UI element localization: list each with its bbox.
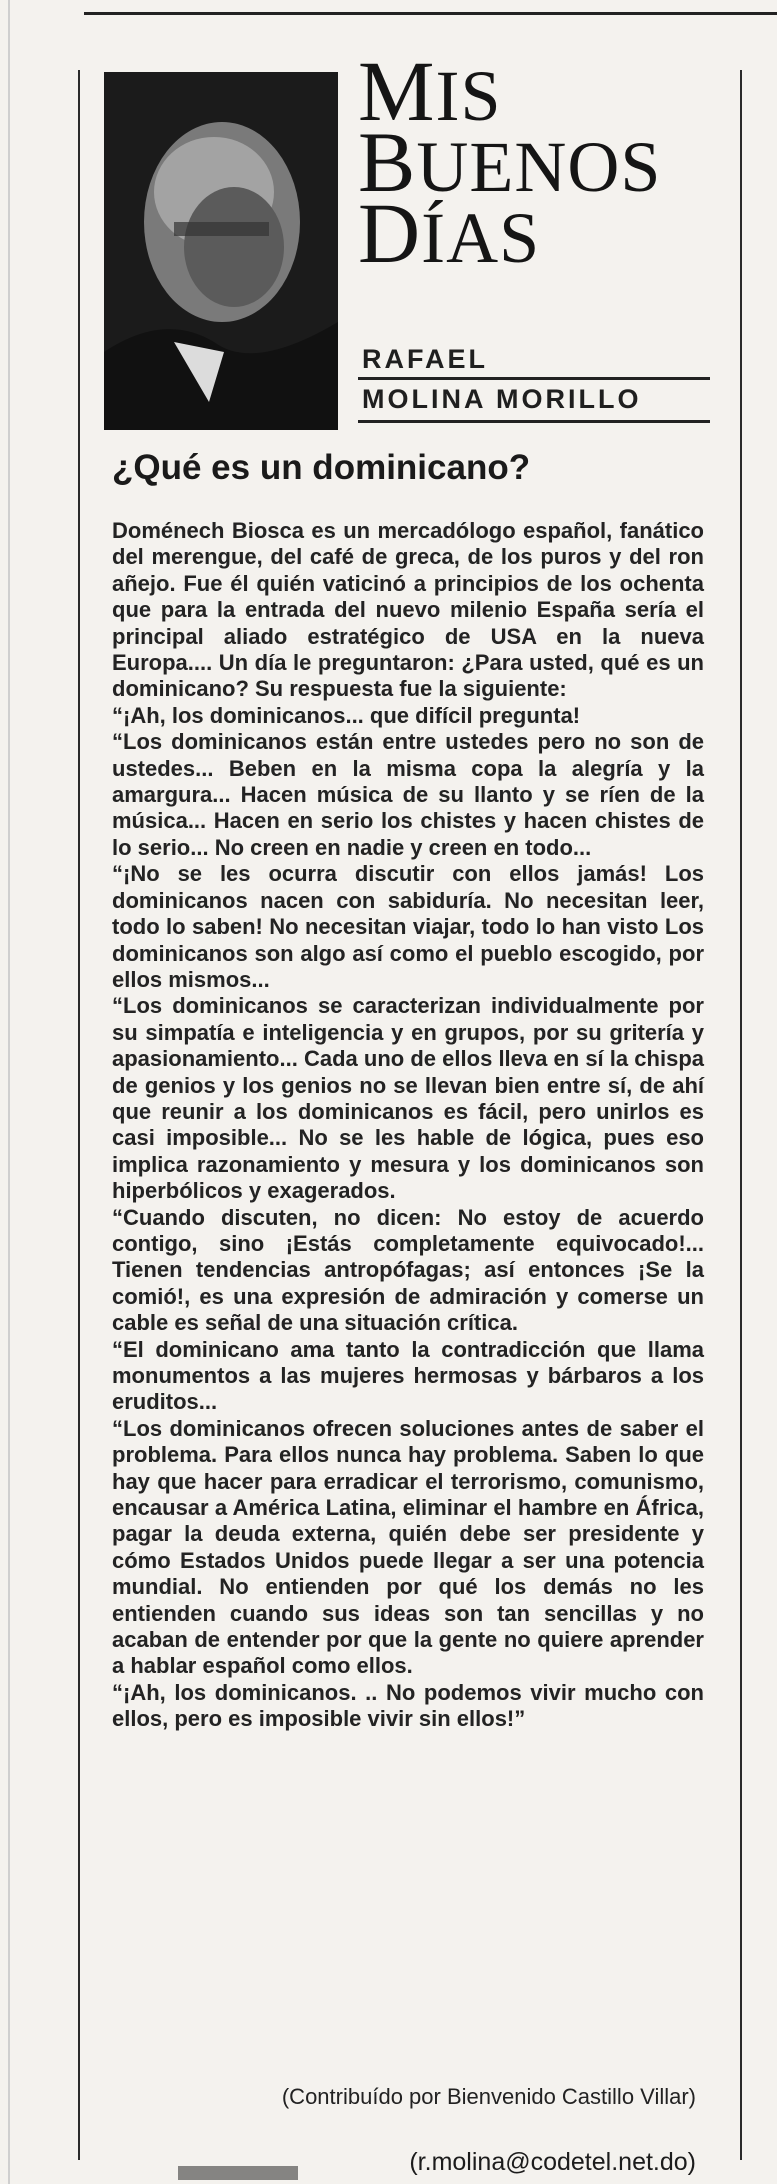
page-edge-shadow bbox=[8, 0, 10, 2184]
contributor-credit: (Contribuído por Bienvenido Castillo Villar) bbox=[281, 2084, 696, 2109]
article-body bbox=[112, 518, 704, 1733]
author-photo bbox=[104, 72, 338, 430]
article-headline: ¿Qué es un dominicano? bbox=[112, 448, 531, 487]
author-first-name: RAFAEL bbox=[362, 344, 488, 374]
column-title-line-2: BUENOS bbox=[358, 114, 662, 210]
bottom-edge-fragment bbox=[178, 2166, 298, 2180]
article-paragraph: “¡Ah, los dominicanos. .. No podemos vivir mucho con ellos, pero es imposible vivir sin ellos!” bbox=[112, 1679, 704, 1732]
column-title-line-3: DÍAS bbox=[358, 185, 541, 281]
article-paragraph: “El dominicano ama tanto la contradicción que llama monumentos a las mujeres hermosas y bárbaros a los eruditos... bbox=[112, 1336, 704, 1415]
author-email: (r.molina@codetel.net.do) bbox=[409, 2148, 696, 2176]
article-paragraph: Doménech Biosca es un mercadólogo español, fanático del merengue, del café de greca, de los puros y del ron añejo. Fue él quién vaticinó a principios de los ochenta que para la entrada del nuevo milenio España sería el principal aliado estratégico de USA en la nueva Europa.... Un día le preguntaron: ¿Para usted, qué es un dominicano? Su respuesta fue la siguiente: bbox=[112, 518, 704, 702]
article-paragraph: “Cuando discuten, no dicen: No estoy de acuerdo contigo, sino ¡Estás completamente equivocado!... Tienen tendencias antropófagas; así entonces ¡Se la comió!, es una expresión de admiración y comerse un cable es señal de una situación crítica. bbox=[112, 1204, 704, 1336]
author-last-name: MOLINA MORILLO bbox=[362, 384, 642, 414]
author-rule-1 bbox=[358, 377, 710, 380]
article-paragraph: “Los dominicanos están entre ustedes pero no son de ustedes... Beben en la misma copa la alegría y la amargura... Hacen música de su llanto y se ríen de la música... Hacen en serio los chistes y hacen chistes de lo serio... No creen en nadie y creen en todo... bbox=[112, 729, 704, 860]
author-rule-2 bbox=[358, 420, 710, 423]
article-paragraph: “Los dominicanos se caracterizan individualmente por su simpatía e inteligencia y en grupos, por su gritería y apasionamiento... Cada uno de ellos lleva en sí la chispa de genios y los genios no se llevan bien entre sí, de ahí que reunir a los dominicanos es fácil, pero unirlos es casi imposible... No se les hable de lógica, pues eso implica razonamiento y mesura y los dominicanos son hiperbólicos y exagerados. bbox=[112, 993, 704, 1204]
article-paragraph: “¡No se les ocurra discutir con ellos jamás! Los dominicanos nacen con sabiduría. No necesitan leer, todo lo saben! No necesitan viajar, todo lo han visto Los dominicanos son algo así como el pueblo escogido, por ellos mismos... bbox=[112, 861, 704, 992]
top-rule bbox=[84, 12, 777, 15]
column-title-line-1: MIS bbox=[358, 43, 502, 139]
column-title bbox=[358, 43, 662, 281]
article-paragraph: “¡Ah, los dominicanos... que difícil pregunta! bbox=[112, 702, 581, 728]
article-paragraph: “Los dominicanos ofrecen soluciones antes de saber el problema. Para ellos nunca hay problema. Saben lo que hay que hacer para erradicar el terrorismo, comunismo, encausar a América Latina, eliminar el hambre en África, pagar la deuda externa, quién debe ser presidente y cómo Estados Unidos puede llegar a ser una potencia mundial. No entienden por qué los demás no les entienden cuando sus ideas son tan sencillas y no acaban de entender por que la gente no quiere aprender a hablar español como ellos. bbox=[112, 1415, 704, 1679]
